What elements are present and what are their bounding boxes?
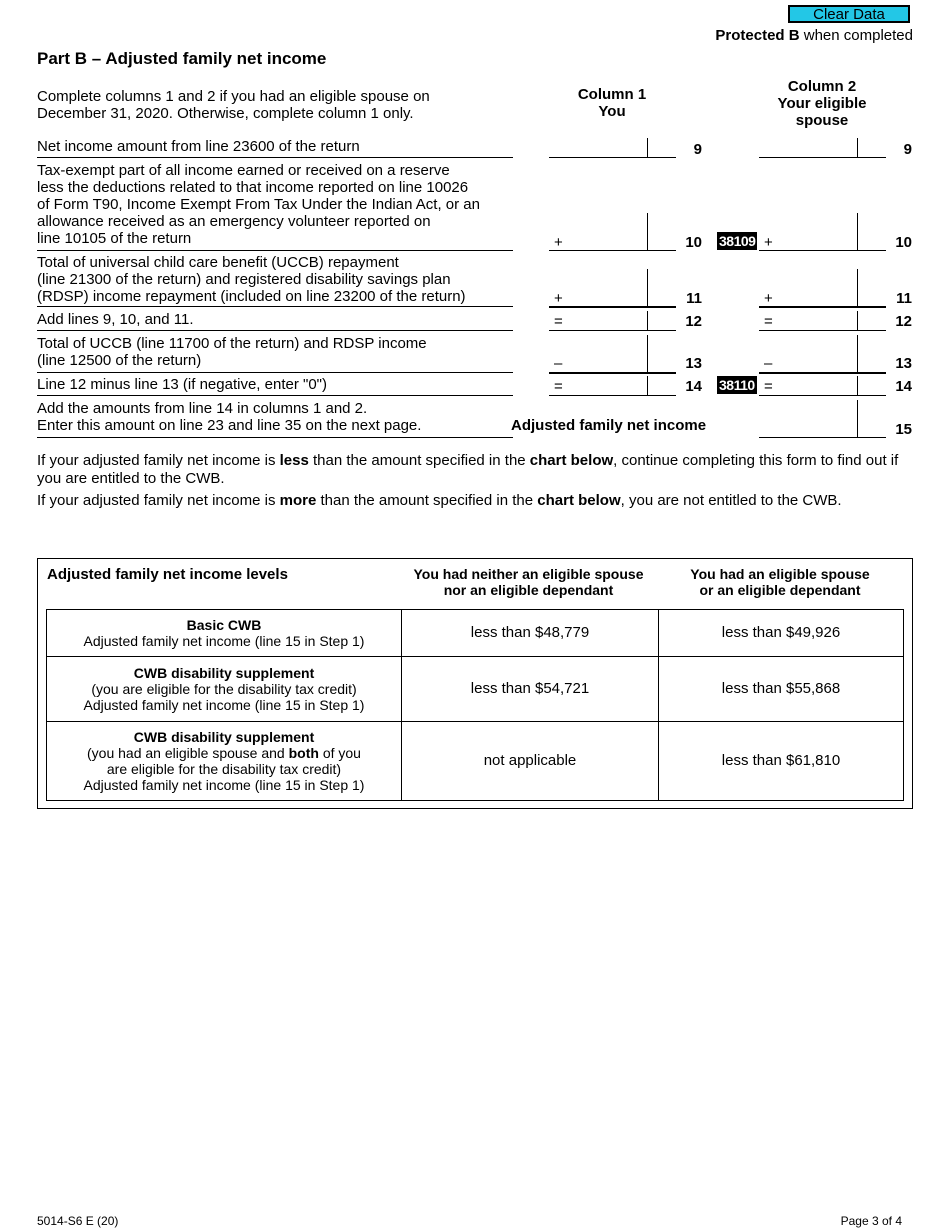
line-text: less the deductions related to that income reported on line 10026: [37, 179, 469, 196]
column-1-header: [552, 86, 672, 120]
line-14-description: [37, 376, 327, 393]
row-label-cell: [47, 610, 402, 657]
divider: [37, 306, 513, 307]
line-text: line 10105 of the return: [37, 230, 192, 247]
row-subtext-part: of you: [318, 745, 361, 761]
line-text: allowance received as an emergency volunteer reported on: [37, 213, 431, 230]
para-text: If your adjusted family net income is: [37, 492, 280, 509]
with-spouse-threshold: less than $55,868: [659, 657, 904, 722]
column-1-subtitle: You: [598, 103, 626, 120]
line-14-col2-input[interactable]: [776, 377, 885, 396]
income-levels-table: [46, 609, 904, 801]
line-text: (RDSP) income repayment (included on line 23200 of the return): [37, 288, 466, 305]
line-10-number-col1: 10: [685, 234, 702, 251]
row-subtext: are eligible for the disability tax credit): [106, 761, 342, 777]
with-spouse-threshold: less than $61,810: [659, 722, 904, 801]
line-text: Line 12 minus line 13 (if negative, enter "0"): [37, 376, 327, 393]
line-13-col1-input[interactable]: [566, 354, 675, 373]
line-15-number: 15: [895, 421, 912, 438]
paragraph-more-than: [37, 492, 917, 510]
paragraph-less-than: [37, 452, 917, 488]
chart-header-line: or an eligible dependant: [699, 582, 861, 598]
no-spouse-threshold: less than $48,779: [402, 610, 659, 657]
line-text: Net income amount from line 23600 of the return: [37, 138, 360, 155]
chart-header-line: You had an eligible spouse: [690, 566, 870, 582]
line-9-number-col2: 9: [903, 141, 912, 158]
chart-header-with-spouse: [657, 566, 903, 598]
line-11-col2-input[interactable]: [776, 288, 885, 307]
form-identifier: 5014-S6 E (20): [37, 1214, 119, 1228]
line-15-description: [37, 400, 421, 434]
line-11-description: [37, 254, 466, 305]
line-14-number-col2: 14: [895, 378, 912, 395]
para-bold: chart below: [529, 452, 614, 469]
with-spouse-threshold: less than $49,926: [659, 610, 904, 657]
line-10-number-col2: 10: [895, 234, 912, 251]
line-13-description: [37, 335, 427, 369]
chart-header-no-spouse: [400, 566, 657, 598]
para-text: than the amount specified in the: [308, 452, 530, 469]
line-12-col1-input[interactable]: [566, 312, 675, 331]
line-text: (line 21300 of the return) and registered disability savings plan: [37, 271, 451, 288]
column-1-title: Column 1: [577, 86, 647, 103]
divider: [37, 437, 513, 438]
line-11-number-col1: 11: [686, 290, 702, 307]
line-15-input[interactable]: [761, 419, 885, 438]
row-label-cell: [47, 722, 402, 801]
row-title: CWB disability supplement: [133, 729, 315, 745]
para-text: , you are not entitled to the CWB.: [620, 492, 842, 509]
row-subtext: [51, 745, 397, 761]
para-bold: less: [279, 452, 309, 469]
line-14-number-col1: 14: [685, 378, 702, 395]
line-11-number-col2: 11: [896, 290, 912, 307]
no-spouse-threshold: not applicable: [402, 722, 659, 801]
chart-header-line: You had neither an eligible spouse: [413, 566, 644, 582]
divider: [37, 250, 513, 251]
column-2-subtitle: Your eligible: [777, 95, 867, 112]
line-text: Enter this amount on line 23 and line 35 on the next page.: [37, 417, 422, 434]
line-text: Tax-exempt part of all income earned or received on a reserve: [37, 162, 450, 179]
row-subtext: Adjusted family net income (line 15 in Step 1): [83, 777, 365, 793]
equals-operator: =: [554, 378, 563, 395]
minus-operator: –: [554, 355, 563, 372]
line-12-description: [37, 311, 194, 328]
line-text: Add lines 9, 10, and 11.: [37, 311, 194, 328]
adjusted-family-net-income-label: Adjusted family net income: [511, 417, 707, 434]
divider: [37, 395, 513, 396]
protected-suffix: when completed: [799, 27, 913, 44]
table-row: [47, 722, 904, 801]
plus-operator: +: [764, 234, 773, 251]
plus-operator: +: [764, 290, 773, 307]
line-12-number-col2: 12: [895, 313, 912, 330]
row-title: CWB disability supplement: [133, 665, 315, 681]
line-10-col1-input[interactable]: [566, 232, 675, 251]
line-10-description: [37, 162, 480, 247]
equals-operator: =: [764, 313, 773, 330]
line-10-col2-input[interactable]: [776, 232, 885, 251]
equals-operator: =: [554, 313, 563, 330]
row-label-cell: [47, 657, 402, 722]
para-text: than the amount specified in the: [316, 492, 538, 509]
divider: [37, 330, 513, 331]
line-text: of Form T90, Income Exempt From Tax Under the Indian Act, or an: [37, 196, 480, 213]
page-number: Page 3 of 4: [840, 1214, 902, 1228]
divider: [37, 157, 513, 158]
row-subtext-bold: both: [288, 745, 319, 761]
para-bold: chart below: [537, 492, 621, 509]
line-13-number-col2: 13: [895, 355, 912, 372]
clear-data-button[interactable]: Clear Data: [788, 5, 910, 23]
line-9-col2-input[interactable]: [761, 139, 885, 158]
column-2-title: Column 2: [787, 78, 857, 95]
intro-line: Complete columns 1 and 2 if you had an eligible spouse on: [37, 88, 430, 105]
protected-notice: [715, 27, 913, 44]
line-text: (line 12500 of the return): [37, 352, 202, 369]
row-subtext: Adjusted family net income (line 15 in Step 1): [83, 633, 365, 649]
part-b-title: Part B – Adjusted family net income: [37, 49, 327, 68]
no-spouse-threshold: less than $54,721: [402, 657, 659, 722]
line-13-number-col1: 13: [685, 355, 702, 372]
line-text: Add the amounts from line 14 in columns 1 and 2.: [37, 400, 368, 417]
line-9-number-col1: 9: [693, 141, 702, 158]
divider: [37, 372, 513, 373]
line-code-38110: 38110: [719, 377, 755, 393]
line-12-number-col1: 12: [685, 313, 702, 330]
protected-label: Protected B: [715, 27, 800, 44]
plus-operator: +: [554, 290, 563, 307]
table-row: [47, 610, 904, 657]
column-2-header: [757, 78, 887, 129]
para-bold: more: [279, 492, 317, 509]
table-row: [47, 657, 904, 722]
column-2-subtitle: spouse: [795, 112, 849, 129]
line-12-col2-input[interactable]: [776, 312, 885, 331]
para-text: If your adjusted family net income is: [37, 452, 280, 469]
equals-operator: =: [764, 378, 773, 395]
line-13-col2-input[interactable]: [776, 354, 885, 373]
line-11-col1-input[interactable]: [566, 288, 675, 307]
para-text: , continue completing this form to find out if you are entitled to the CWB.: [37, 452, 899, 487]
line-9-col1-input[interactable]: [551, 139, 675, 158]
part-b-intro: [37, 88, 430, 122]
line-14-col1-input[interactable]: [566, 377, 675, 396]
chart-title: Adjusted family net income levels: [47, 566, 288, 583]
line-text: Total of UCCB (line 11700 of the return) and RDSP income: [37, 335, 427, 352]
row-title: Basic CWB: [186, 617, 262, 633]
plus-operator: +: [554, 234, 563, 251]
line-9-description: [37, 138, 360, 155]
line-text: Total of universal child care benefit (UCCB) repayment: [37, 254, 399, 271]
chart-header-line: nor an eligible dependant: [443, 582, 614, 598]
intro-line: December 31, 2020. Otherwise, complete column 1 only.: [37, 105, 414, 122]
row-subtext: (you are eligible for the disability tax credit): [91, 681, 357, 697]
row-subtext-part: (you had an eligible spouse and: [87, 745, 289, 761]
minus-operator: –: [764, 355, 773, 372]
row-subtext: Adjusted family net income (line 15 in Step 1): [83, 697, 365, 713]
line-code-38109: 38109: [719, 233, 756, 249]
